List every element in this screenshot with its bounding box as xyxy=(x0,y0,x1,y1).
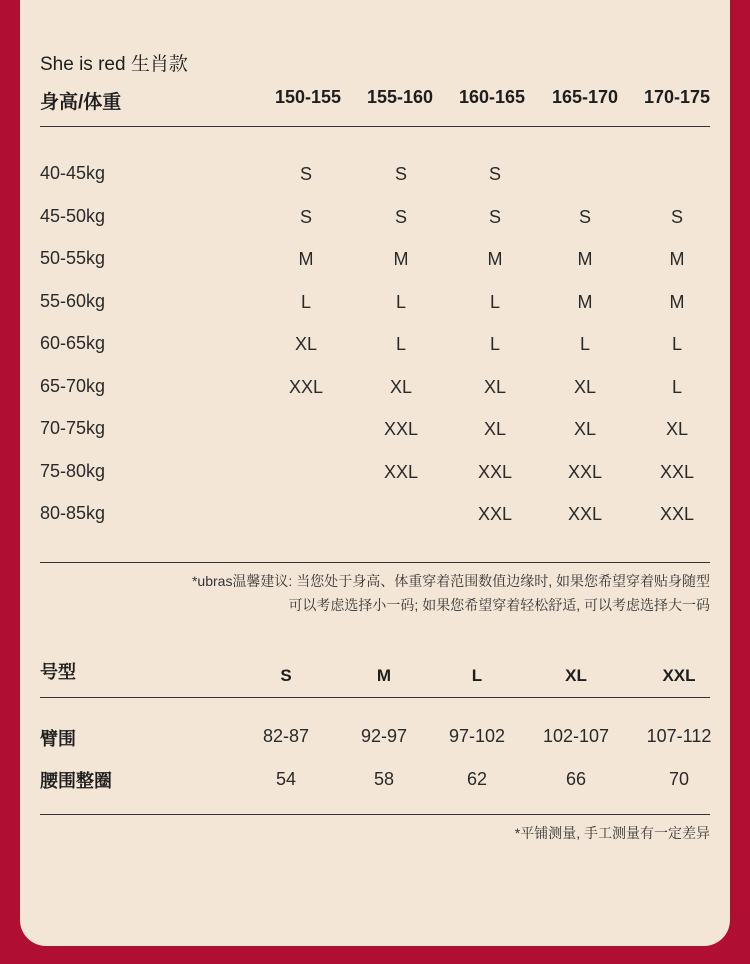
size-cell: XXL xyxy=(477,462,513,482)
height-weight-corner-label: 身高/体重 xyxy=(40,92,122,113)
size-cell: L xyxy=(300,292,311,312)
size-cell: L xyxy=(671,377,682,397)
size-cell: M xyxy=(577,249,593,269)
size-cell: L xyxy=(489,292,500,312)
size-cell: L xyxy=(395,334,406,354)
size-cell: XXL xyxy=(477,504,513,524)
arm-s-value: 82-87 xyxy=(262,726,310,746)
size-type-label: 号型 xyxy=(40,662,76,682)
arm-m-value: 92-97 xyxy=(360,726,408,746)
advice-line-2: 可以考虑选择小一码; 如果您希望穿着轻松舒适, 可以考虑选择大一码 xyxy=(288,597,710,613)
size-cell: XL xyxy=(573,377,597,397)
table-divider xyxy=(40,562,710,563)
weight-row-label: 50-55kg xyxy=(40,248,106,268)
waist-s-value: 54 xyxy=(275,769,297,789)
weight-row-label: 75-80kg xyxy=(40,461,106,481)
size-cell: XL xyxy=(483,377,507,397)
size-cell: S xyxy=(299,164,312,184)
weight-row-label: 55-60kg xyxy=(40,291,106,311)
size-cell: XXL xyxy=(567,462,603,482)
size-cell: XL xyxy=(294,334,318,354)
size-cell: L xyxy=(395,292,406,312)
size-cell: XXL xyxy=(288,377,324,397)
size-header-m: M xyxy=(376,666,392,685)
weight-row-label: 40-45kg xyxy=(40,163,106,183)
weight-row-label: 80-85kg xyxy=(40,503,106,523)
weight-row-label: 60-65kg xyxy=(40,333,106,353)
size-cell: M xyxy=(298,249,314,269)
size-cell: XL xyxy=(573,419,597,439)
size-guide-card xyxy=(20,0,730,946)
size-cell: L xyxy=(579,334,590,354)
size-cell: XXL xyxy=(383,419,419,439)
arm-xxl-value: 107-112 xyxy=(646,726,712,746)
waist-l-value: 62 xyxy=(466,769,488,789)
size-cell: M xyxy=(577,292,593,312)
size-cell: XL xyxy=(665,419,689,439)
size-header-s: S xyxy=(280,666,292,685)
size-cell: L xyxy=(489,334,500,354)
size-cell: L xyxy=(671,334,682,354)
size-cell: S xyxy=(394,207,407,227)
waist-m-value: 58 xyxy=(373,769,395,789)
size-cell: XXL xyxy=(383,462,419,482)
size-cell: M xyxy=(393,249,409,269)
height-header-4: 165-170 xyxy=(552,87,619,107)
weight-row-label: 70-75kg xyxy=(40,418,106,438)
height-header-2: 155-160 xyxy=(367,87,434,107)
size-cell: S xyxy=(670,207,683,227)
waist-xxl-value: 70 xyxy=(668,769,690,789)
size-cell: XXL xyxy=(567,504,603,524)
height-header-1: 150-155 xyxy=(275,87,342,107)
arm-circumference-label: 臂围 xyxy=(40,729,76,749)
size-cell: XXL xyxy=(659,462,695,482)
measure-footer-divider xyxy=(40,814,710,815)
measure-header-divider xyxy=(40,697,710,698)
measurement-footnote: *平铺测量, 手工测量有一定差异 xyxy=(514,825,710,841)
size-cell: S xyxy=(488,207,501,227)
size-cell: M xyxy=(669,292,685,312)
advice-line-1: *ubras温馨建议: 当您处于身高、体重穿着范围数值边缘时, 如果您希望穿着贴身随型 xyxy=(191,573,710,589)
arm-xl-value: 102-107 xyxy=(542,726,610,746)
size-cell: S xyxy=(394,164,407,184)
size-cell: XXL xyxy=(659,504,695,524)
page-title: She is red 生肖款 xyxy=(40,54,188,75)
height-header-5: 170-175 xyxy=(644,87,711,107)
size-cell: XL xyxy=(483,419,507,439)
waist-circumference-label: 腰围整圈 xyxy=(40,771,112,791)
size-header-l: L xyxy=(471,666,483,685)
size-header-xxl: XXL xyxy=(662,666,696,685)
size-cell: S xyxy=(578,207,591,227)
weight-row-label: 65-70kg xyxy=(40,376,106,396)
size-cell: M xyxy=(487,249,503,269)
size-cell: M xyxy=(669,249,685,269)
waist-xl-value: 66 xyxy=(565,769,587,789)
size-cell: S xyxy=(488,164,501,184)
size-cell: XL xyxy=(389,377,413,397)
size-cell: S xyxy=(299,207,312,227)
header-divider xyxy=(40,126,710,127)
size-header-xl: XL xyxy=(565,666,587,685)
height-header-3: 160-165 xyxy=(459,87,526,107)
arm-l-value: 97-102 xyxy=(448,726,506,746)
weight-row-label: 45-50kg xyxy=(40,206,106,226)
